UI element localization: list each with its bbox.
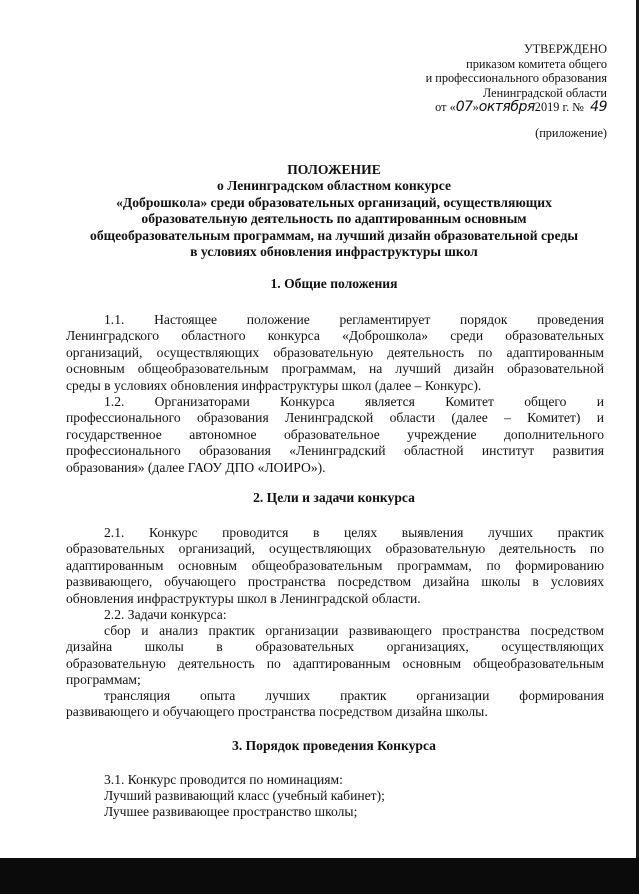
title-line-4: образовательную деятельность по адаптированным основным: [141, 211, 527, 227]
title-line-5: общеобразовательным программам, на лучший дизайн образовательной среды: [90, 227, 578, 243]
approval-stamp: [357, 42, 607, 115]
order-number-handwritten: 49: [590, 99, 607, 115]
paragraph-line: основным общеобразовательным программам, на лучший дизайн образовательной: [66, 361, 604, 377]
date-month-handwritten: октября: [478, 99, 535, 115]
paragraph-2-2: 2.2. Задачи конкурса:: [104, 607, 227, 622]
section-1-heading: 1. Общие положения: [270, 276, 398, 291]
appendix-label: (приложение): [535, 126, 607, 140]
paragraph-line: развивающего, обучающего пространства посредством дизайна школы в условиях: [66, 574, 604, 590]
title-line-2: о Ленинградском областном конкурсе: [217, 178, 451, 194]
paragraph-line: 1.2. Организаторами Конкурса является Комитет общего и: [104, 394, 604, 409]
title-line-1: ПОЛОЖЕНИЕ: [287, 162, 381, 177]
paragraph-2-1: [66, 525, 604, 607]
approval-date-line: [357, 100, 607, 115]
approval-line-2: приказом комитета общего: [466, 56, 607, 71]
paragraph-line: адаптированным основным общеобразовательным программам, по формированию: [66, 557, 604, 573]
paragraph-line: 2.1. Конкурс проводится в целях выявления лучших практик: [104, 525, 604, 540]
paragraph-line: 1.1. Настоящее положение регламентирует порядок проведения: [104, 312, 604, 327]
paragraph-line: дизайна школы в образовательных организациях, осуществляющих: [66, 639, 604, 655]
paragraph-line: образования» (далее ГАОУ ДПО «ЛОИРО»).: [66, 459, 326, 475]
paragraph-line: профессионального образования «Ленинградский областной институт развития: [66, 443, 604, 459]
paragraph-line: профессионального образования Ленинградской области (далее – Комитет) и: [66, 410, 604, 426]
approval-line-3: и профессионального образования: [425, 71, 607, 85]
paragraph-line: сбор и анализ практик организации развивающего пространства посредством: [104, 623, 604, 638]
date-year: 2019 г. №: [534, 100, 585, 114]
paragraph-line: среды в условиях обновления инфраструктуры школ (далее – Конкурс).: [66, 377, 482, 393]
section-2-heading: 2. Цели и задачи конкурса: [253, 490, 415, 505]
title-line-6: в условиях обновления инфраструктуры школ: [190, 244, 478, 260]
paragraph-3-1: 3.1. Конкурс проводится по номинациям:: [104, 772, 343, 787]
paragraph-2-4: [66, 688, 604, 721]
approval-line-4: Ленинградской области: [482, 85, 607, 100]
paragraph-line: образовательных организаций, осуществляющих образовательную деятельность по: [66, 541, 604, 557]
paragraph-1-1: [66, 312, 604, 394]
date-day-handwritten: 07: [455, 99, 473, 115]
date-prefix: от «: [435, 100, 456, 114]
approval-line-1: УТВЕРЖДЕНО: [523, 42, 607, 56]
paragraph-2-3: [66, 623, 604, 689]
nomination-item-1: Лучший развивающий класс (учебный кабинет);: [104, 788, 385, 803]
section-3-heading: 3. Порядок проведения Конкурса: [232, 738, 436, 753]
paragraph-1-2: [66, 394, 604, 476]
nomination-item-2: Лучшее развивающее пространство школы;: [104, 804, 358, 819]
paragraph-line: государственное автономное образовательное учреждение дополнительного: [66, 426, 604, 442]
paragraph-line: образовательную деятельность по адаптированным основным общеобразовательным: [66, 655, 604, 671]
date-mid: »: [472, 100, 479, 114]
title-line-3: «Доброшкола» среди образовательных организаций, осуществляющих: [116, 194, 552, 210]
paragraph-line: обновления инфраструктуры школ в Ленинградской области.: [66, 590, 421, 606]
paragraph-line: трансляция опыта лучших практик организации формирования: [104, 688, 604, 703]
scan-edge-bottom: [0, 858, 639, 894]
paragraph-line: развивающего и обучающего пространства посредством дизайна школы.: [66, 704, 488, 720]
paragraph-line: организаций, осуществляющих образовательную деятельность по адаптированным: [66, 344, 604, 360]
paragraph-line: программам;: [66, 672, 141, 688]
document-title: [58, 162, 610, 260]
paragraph-line: Ленинградского областного конкурса «Доброшкола» среди образовательных: [66, 328, 604, 344]
